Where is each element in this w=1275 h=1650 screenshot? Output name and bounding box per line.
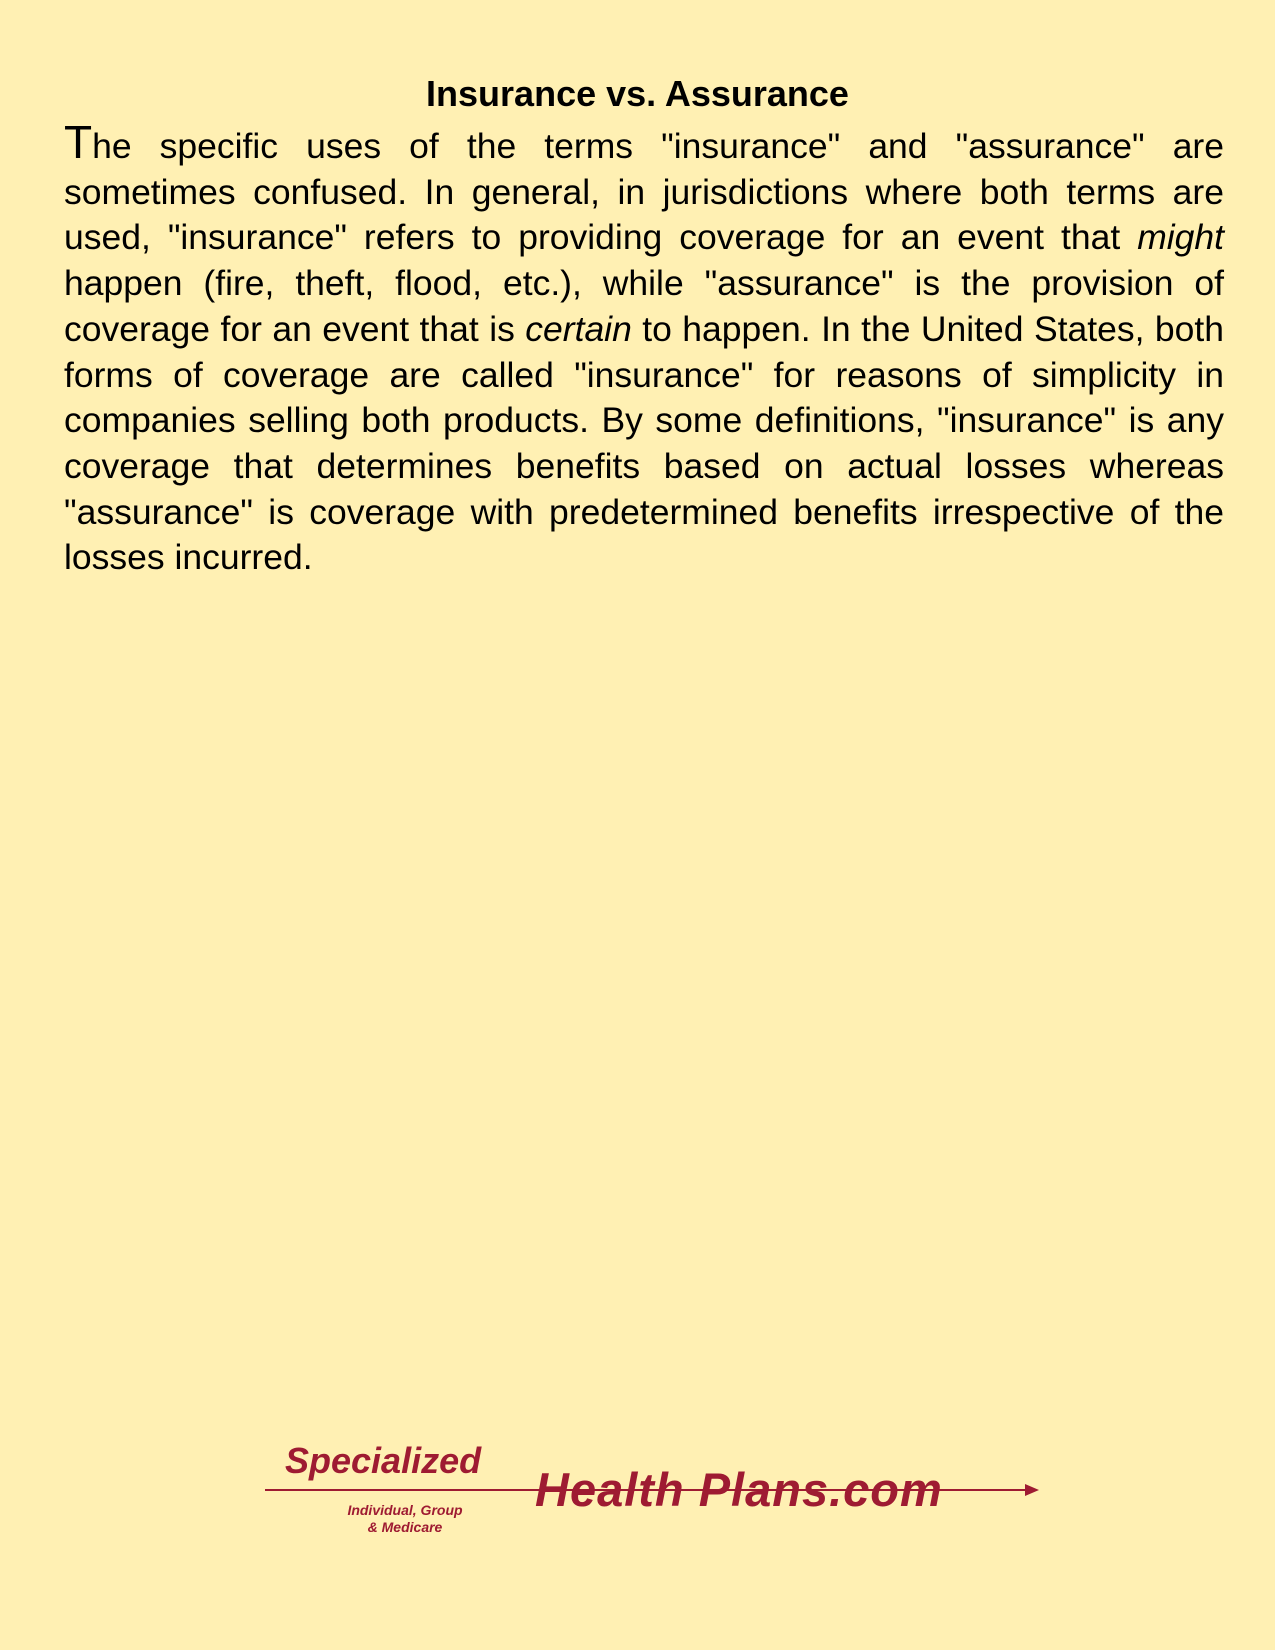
paragraph-segment-1: he specific uses of the terms "insurance" and "assurance" are sometimes confused. In general, in jurisdictions where both terms are used, "insurance" refers to providing coverage for an event that (64, 126, 1224, 258)
logo-tagline-line-1: Individual, Group (347, 1502, 463, 1518)
body-paragraph (64, 116, 1224, 581)
emphasis-certain: certain (525, 308, 632, 349)
emphasis-might: might (1137, 217, 1224, 258)
logo-word-health-plans: Health Plans.com (535, 1463, 943, 1516)
logo-word-specialized: Specialized (285, 1440, 482, 1481)
paragraph-segment-3: to happen. In the United States, both forms of coverage are called "insurance" for reasons of simplicity in companies selling both products. By some definitions, "insurance" is any coverage that determines benefits based on actual losses whereas "assurance" is coverage with predetermined benefits irrespective of the losses incurred. (64, 308, 1224, 578)
page-title: Insurance vs. Assurance (426, 73, 849, 114)
logo-tagline-line-2: & Medicare (367, 1519, 443, 1535)
arrow-icon (1025, 1484, 1039, 1496)
paragraph-segment-2: happen (fire, theft, flood, etc.), while "assurance" is the provision of coverage for an event that is (64, 263, 1224, 349)
drop-cap: T (64, 116, 93, 168)
logo-tagline (325, 1502, 485, 1536)
company-logo (265, 1440, 1045, 1550)
